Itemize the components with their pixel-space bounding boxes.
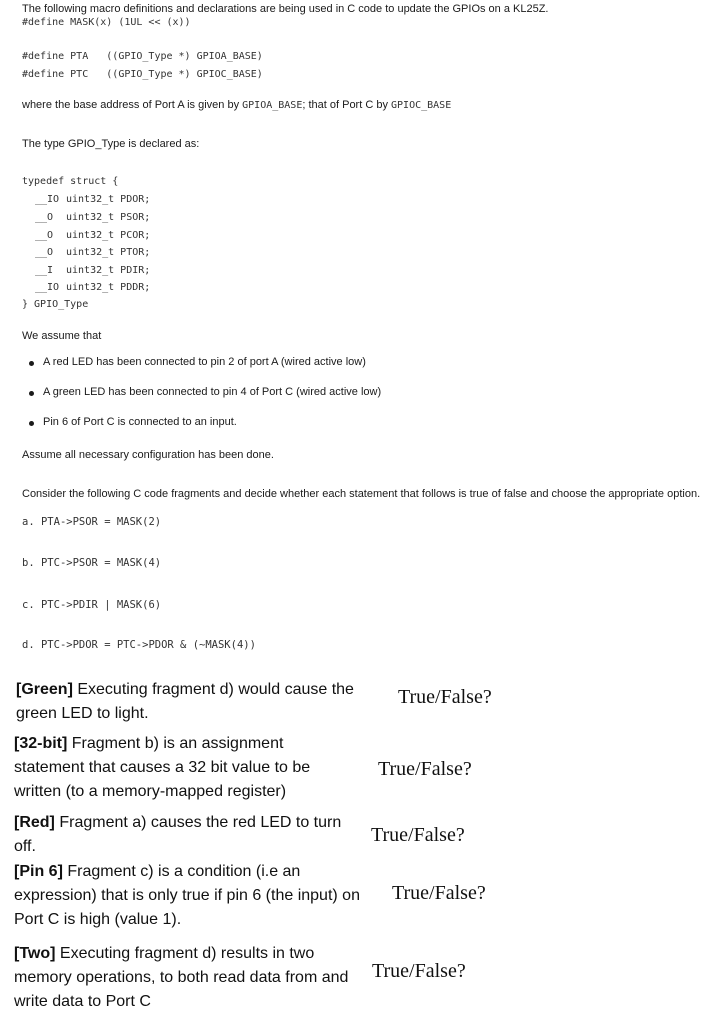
type-intro: The type GPIO_Type is declared as: xyxy=(22,138,200,150)
config-note: Assume all necessary configuration has been done. xyxy=(22,449,274,461)
bullet-icon xyxy=(29,421,34,426)
statement-tag: [Red] xyxy=(14,814,55,831)
fragment-label: b. xyxy=(22,557,35,569)
bullet-icon xyxy=(29,361,34,366)
field-qualifier: __IO xyxy=(35,282,60,293)
field-declaration: uint32_t PDIR; xyxy=(66,265,151,276)
field-qualifier: __IO xyxy=(35,194,60,205)
base-code-c: GPIOC_BASE xyxy=(391,100,452,111)
assumption-item xyxy=(43,356,366,368)
answer-green[interactable]: True/False? xyxy=(398,686,492,708)
define-ptc: #define PTC ((GPIO_Type *) GPIOC_BASE) xyxy=(22,69,263,80)
statement-green xyxy=(16,678,384,726)
define-pta: #define PTA ((GPIO_Type *) GPIOA_BASE) xyxy=(22,51,263,62)
statement-text: Executing fragment d) would cause the green LED to light. xyxy=(16,681,354,722)
statement-tag: [Pin 6] xyxy=(14,863,63,880)
answer-pin-6[interactable]: True/False? xyxy=(392,882,486,904)
statement-text: Fragment b) is an assignment statement that causes a 32 bit value to be written (to a memory-mapped register) xyxy=(14,735,311,800)
fragment-code: PTC->PDOR = PTC->PDOR & (~MASK(4)) xyxy=(40,639,256,651)
bullet-icon xyxy=(29,391,34,396)
fragment-code: PTC->PSOR = MASK(4) xyxy=(40,557,162,569)
fragment-code: PTA->PSOR = MASK(2) xyxy=(40,516,162,528)
fragment-b xyxy=(22,557,161,569)
typedef-open: typedef struct { xyxy=(22,176,119,187)
base-code-a: GPIOA_BASE xyxy=(242,100,303,111)
fragment-d xyxy=(22,639,256,651)
answer-32-bit[interactable]: True/False? xyxy=(378,758,472,780)
define-mask: #define MASK(x) (1UL << (x)) xyxy=(22,17,191,28)
field-declaration: uint32_t PSOR; xyxy=(66,212,151,223)
statement-pin-6 xyxy=(14,860,382,932)
statement-text: Fragment a) causes the red LED to turn off. xyxy=(14,814,342,855)
statement-tag: [32-bit] xyxy=(14,735,68,752)
statement-red xyxy=(14,811,364,859)
fragment-c xyxy=(22,599,161,611)
base-address-note xyxy=(22,99,451,111)
field-qualifier: __O xyxy=(35,212,54,223)
field-declaration: uint32_t PTOR; xyxy=(66,247,151,258)
fragment-label: d. xyxy=(22,639,35,651)
answer-two[interactable]: True/False? xyxy=(372,960,466,982)
field-declaration: uint32_t PDOR; xyxy=(66,194,151,205)
question-prompt: Consider the following C code fragments and decide whether each statement that follows is true of false and choose the appropriate option. xyxy=(22,488,701,500)
typedef-close: } GPIO_Type xyxy=(22,299,89,310)
assumption-item xyxy=(43,416,237,428)
fragment-code: PTC->PDIR | MASK(6) xyxy=(40,599,162,611)
statement-two xyxy=(14,942,359,1014)
statement-text: Fragment c) is a condition (i.e an expression) that is only true if pin 6 (the input) on Port C is high (value 1). xyxy=(14,863,360,928)
assumption-text: A red LED has been connected to pin 2 of port A (wired active low) xyxy=(43,356,366,368)
statement-32-bit xyxy=(14,732,354,804)
fragment-a xyxy=(22,516,161,528)
base-text-1: where the base address of Port A is given by xyxy=(22,99,243,111)
base-text-2: ; that of Port C by xyxy=(302,99,392,111)
intro-text: The following macro definitions and declarations are being used in C code to update the GPIOs on a KL25Z. xyxy=(22,3,549,15)
statement-text: Executing fragment d) results in two memory operations, to both read data from and write data to Port C xyxy=(14,945,349,1010)
field-qualifier: __O xyxy=(35,247,54,258)
assumption-item xyxy=(43,386,381,398)
field-qualifier: __I xyxy=(35,265,54,276)
assumption-text: A green LED has been connected to pin 4 of Port C (wired active low) xyxy=(43,386,382,398)
fragment-label: c. xyxy=(22,599,35,611)
answer-red[interactable]: True/False? xyxy=(371,824,465,846)
assumptions-intro: We assume that xyxy=(22,330,102,342)
assumption-text: Pin 6 of Port C is connected to an input. xyxy=(43,416,237,428)
statement-tag: [Two] xyxy=(14,945,56,962)
fragment-label: a. xyxy=(22,516,35,528)
statement-tag: [Green] xyxy=(16,681,73,698)
field-declaration: uint32_t PDDR; xyxy=(66,282,151,293)
field-declaration: uint32_t PCOR; xyxy=(66,230,151,241)
field-qualifier: __O xyxy=(35,230,54,241)
